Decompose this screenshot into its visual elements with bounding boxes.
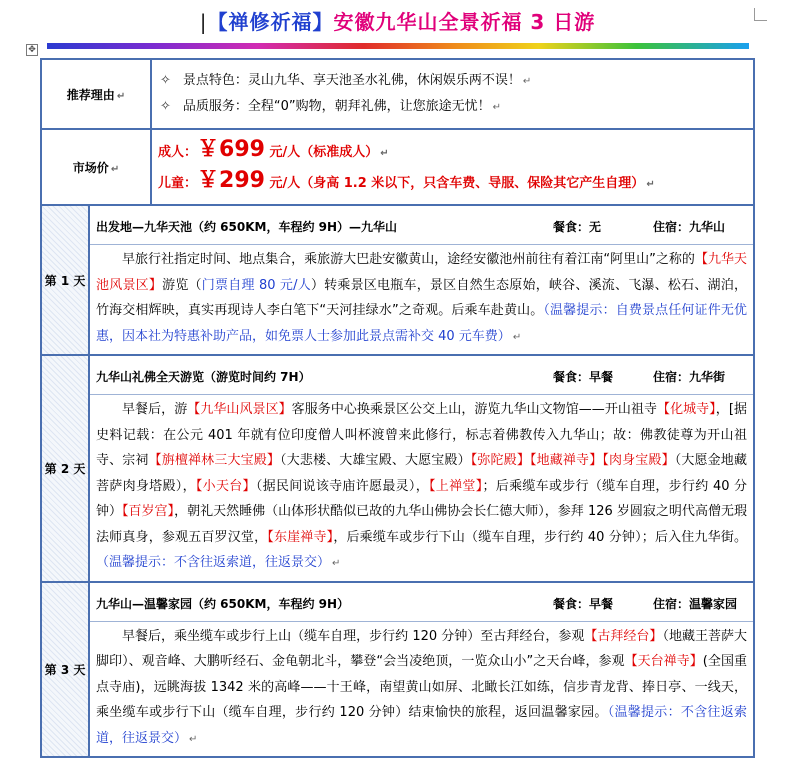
description-text: （地藏王菩萨大脚印）、观音峰、大鹏听经石、金龟朝北斗，攀登“会当凌绝顶，一览众山小”之天台峰，参观	[96, 628, 747, 669]
child-price: 儿童：￥299 元/人（身高 1.2 米以下，只含车费、导服、保险其它产生自理） ↵	[158, 168, 655, 193]
day-row	[41, 205, 754, 355]
day-label-cell: 第 2 天	[41, 355, 89, 582]
day-meal: 餐食：早餐	[553, 596, 614, 611]
text-cursor-bar: |	[199, 10, 208, 34]
description-text: 客服务中心换乘景区公交上山，游览九华山文物馆——开山祖寺	[291, 402, 658, 417]
day-description	[90, 245, 753, 354]
attraction-highlight: 【小天台】	[195, 478, 256, 494]
tip-note: （温馨提示：不含往返索道，往返景交）	[96, 555, 331, 570]
day-hotel: 住宿：九华山	[653, 220, 726, 234]
attraction-highlight: 【上禅堂】	[429, 478, 483, 494]
tip-note: （温馨提示：不含往返索道，往返景交）	[96, 705, 747, 746]
day-title: 九华山礼佛全天游览（游览时间约 7H）	[96, 370, 311, 384]
day-header	[90, 356, 753, 395]
day-row	[41, 582, 754, 758]
adult-price: 成人：￥699 元/人（标准成人） ↵	[158, 137, 389, 162]
paragraph-mark-icon: ↵	[332, 558, 341, 569]
title-main: 安徽九华山全景祈福 3 日游	[333, 10, 596, 34]
day-hotel: 住宿：九华街	[653, 370, 726, 384]
day-title: 九华山—温馨家园（约 650KM，车程约 9H）	[96, 596, 350, 611]
paragraph-mark-icon: ↵	[522, 76, 532, 87]
day-content-cell	[89, 205, 754, 355]
attraction-highlight: 【古拜经台】	[584, 628, 663, 644]
day-meal: 餐食：无	[553, 220, 602, 234]
margin-corner-mark	[754, 8, 767, 21]
day-header	[90, 206, 753, 245]
attraction-highlight: 【肉身宝殿】	[602, 453, 675, 468]
paragraph-mark-icon: ↵	[646, 179, 655, 190]
reason-item: ✧ 景点特色：灵山九华、享天池圣水礼佛，休闲娱乐两不误！ ↵	[160, 73, 532, 88]
day-description	[90, 395, 753, 581]
day-label-cell: 第 3 天	[41, 582, 89, 758]
itinerary-table	[40, 58, 755, 758]
reason-label-cell	[41, 59, 151, 129]
paragraph-mark-icon: ↵	[512, 331, 522, 343]
attraction-highlight: 【地藏禅寺】	[529, 453, 603, 468]
title-tag: 【禅修祈福】	[207, 10, 334, 34]
attraction-highlight: 【百岁宫】	[122, 504, 175, 519]
description-text: （大愿金地藏菩萨肉身塔殿），	[96, 453, 747, 494]
tip-note: 门票自理 80 元/人	[201, 277, 311, 293]
attraction-highlight: 【九华山风景区】	[187, 402, 292, 417]
paragraph-mark-icon: ↵	[189, 733, 198, 745]
day-content-cell	[89, 582, 754, 758]
description-text: ，后乘缆车或步行下山（缆车自理，步行约 40 分钟）；后入住九华街。	[333, 529, 747, 545]
diamond-bullet-icon: ✧	[160, 99, 171, 114]
tip-note: （温馨提示：自费景点任何证件无优惠，因本社为特惠补助产品，如免票人士参加此景点需补交 40 元车费）	[96, 303, 747, 344]
attraction-highlight: 【旃檀禅林三大宝殿】	[148, 453, 281, 468]
description-text: ）转乘景区电瓶车，景区自然生态原始，峡谷、溪流、飞瀑、松石、湖泊，竹海交相辉映，真实再现诗人李白笔下“天河挂绿水”之奇观。后乘车赴黄山。	[96, 277, 747, 318]
attraction-highlight: 【九华天池风景区】	[96, 252, 747, 293]
rainbow-divider	[47, 43, 749, 49]
attraction-highlight: 【东崖禅寺】	[267, 529, 334, 545]
reason-item: ✧ 品质服务：全程“0”购物，朝拜礼佛，让您旅途无忧！ ↵	[160, 99, 502, 114]
paragraph-mark-icon: ↵	[116, 90, 126, 102]
table-move-handle-icon[interactable]: ✥	[26, 44, 38, 56]
description-text: 早旅行社指定时间、地点集合，乘旅游大巴赴安徽黄山，途经安徽池州前往有着江南“阿里山”之称的	[122, 252, 695, 267]
reason-content-cell	[151, 59, 754, 129]
description-text: ；后乘缆车或步行（缆车自理，步行约 40 分钟）	[96, 478, 747, 519]
description-text: ，朝礼天然睡佛（山体形状酷似已故的九华山佛协会长仁德大师），参拜 126 岁圆寂之明代高僧无瑕法师真身，参观五百罗汉堂，	[96, 504, 747, 545]
price-label-cell	[41, 129, 151, 205]
day-hotel: 住宿：温馨家园	[653, 596, 738, 611]
attraction-highlight: 【化城寺】	[657, 402, 716, 417]
day-row	[41, 355, 754, 582]
page-title	[0, 6, 795, 35]
day-content-cell	[89, 355, 754, 582]
description-text: (全国重点寺庙)，远眺海拔 1342 米的高峰——十王峰，南望黄山如屏、北瞰长江如练，信步青龙背、捧日亭、一线天，乘坐缆车或步行下山（缆车自理，步行约 120 分钟）结束愉快的旅程，返回温馨家园。	[96, 654, 747, 720]
price-label: 市场价	[72, 160, 109, 175]
description-text: 游览（	[162, 277, 202, 293]
diamond-bullet-icon: ✧	[160, 73, 171, 88]
price-row	[41, 129, 754, 205]
attraction-highlight: 【弥陀殿】	[470, 453, 530, 468]
paragraph-mark-icon: ↵	[110, 163, 120, 175]
description-text: （据民间说该寺庙许愿最灵），	[255, 478, 430, 494]
day-meal: 餐食：早餐	[553, 370, 614, 384]
day-title: 出发地—九华天池（约 650KM，车程约 9H）—九华山	[96, 220, 398, 234]
description-text: 早餐后，乘坐缆车或步行上山（缆车自理，步行约 120 分钟）至古拜经台，参观	[122, 628, 585, 644]
description-text: ，[据史料记载：在公元 401 年就有位印度僧人叫杯渡曾来此修行，标志着佛教传入九华山；故：佛教徒尊为开山祖寺、宗祠	[96, 402, 747, 468]
description-text: 早餐后，游	[122, 402, 188, 417]
description-text: （大悲楼、大雄宝殿、大愿宝殿）	[280, 453, 471, 468]
day-header	[90, 583, 753, 622]
reason-row	[41, 59, 754, 129]
reason-label: 推荐理由	[66, 87, 115, 102]
price-content-cell	[151, 129, 754, 205]
attraction-highlight: 【天台禅寺】	[624, 654, 703, 669]
paragraph-mark-icon: ↵	[380, 148, 389, 159]
paragraph-mark-icon: ↵	[492, 102, 502, 113]
day-label-cell: 第 1 天	[41, 205, 89, 355]
